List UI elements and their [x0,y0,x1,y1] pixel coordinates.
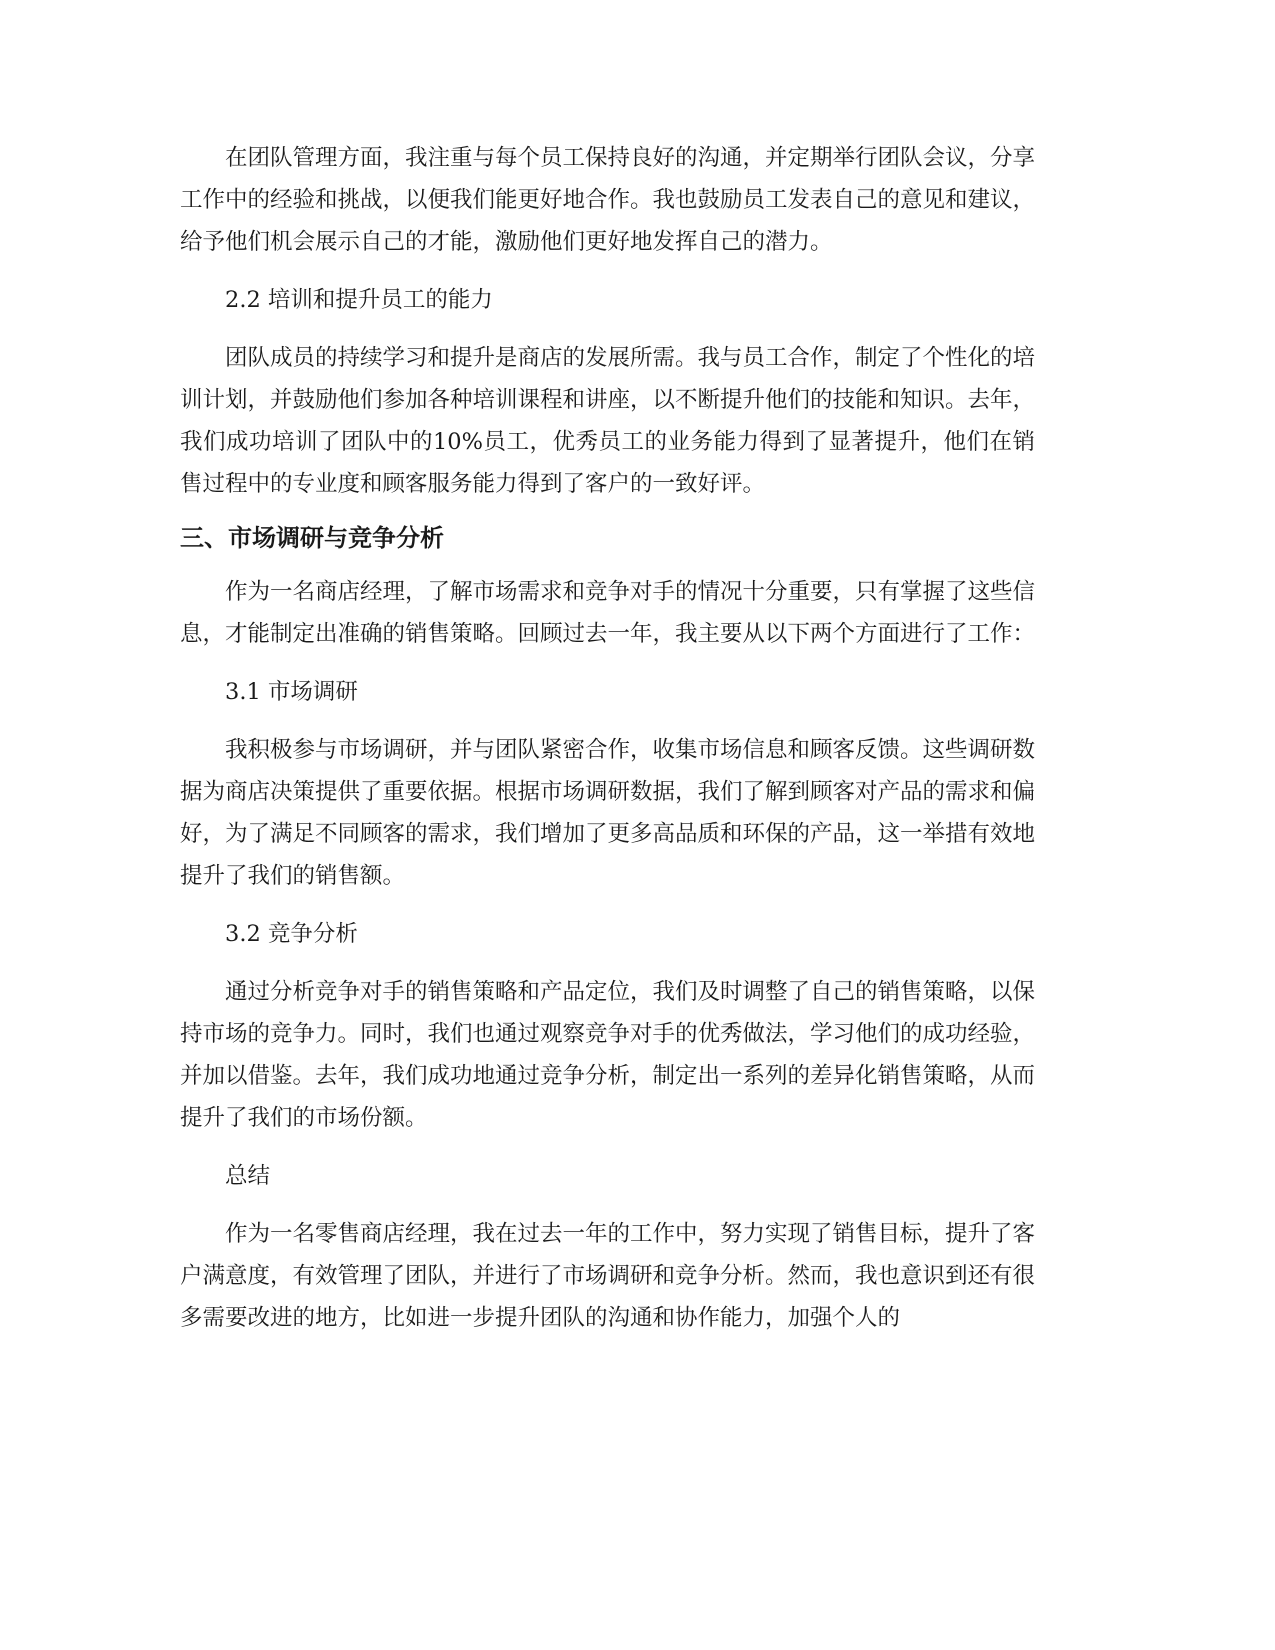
paragraph-market-research: 我积极参与市场调研，并与团队紧密合作，收集市场信息和顾客反馈。这些调研数据为商店决策提供了重要依据。根据市场调研数据，我们了解到顾客对产品的需求和偏好，为了满足不同顾客的需求，我们增加了更多高品质和环保的产品，这一举措有效地提升了我们的销售额。 [180,737,1036,889]
paragraph-team-management: 在团队管理方面，我注重与每个员工保持良好的沟通，并定期举行团队会议，分享工作中的经验和挑战，以便我们能更好地合作。我也鼓励员工发表自己的意见和建议，给予他们机会展示自己的才能，激励他们更好地发挥自己的潜力。 [180,145,1036,255]
subheading-summary: 总结 [225,1163,271,1189]
subheading-3-1: 3.1 市场调研 [225,679,358,705]
section-heading-3: 三、市场调研与竞争分析 [180,524,444,552]
document-page [180,137,1035,1339]
paragraph-competition: 通过分析竞争对手的销售策略和产品定位，我们及时调整了自己的销售策略，以保持市场的竞争力。同时，我们也通过观察竞争对手的优秀做法，学习他们的成功经验，并加以借鉴。去年，我们成功地通过竞争分析，制定出一系列的差异化销售策略，从而提升了我们的市场份额。 [180,979,1036,1131]
paragraph-market-intro: 作为一名商店经理，了解市场需求和竞争对手的情况十分重要，只有掌握了这些信息，才能制定出准确的销售策略。回顾过去一年，我主要从以下两个方面进行了工作： [180,579,1036,647]
paragraph-training: 团队成员的持续学习和提升是商店的发展所需。我与员工合作，制定了个性化的培训计划，并鼓励他们参加各种培训课程和讲座，以不断提升他们的技能和知识。去年，我们成功培训了团队中的10%员工，优秀员工的业务能力得到了显著提升，他们在销售过程中的专业度和顾客服务能力得到了客户的一致好评。 [180,345,1036,497]
paragraph-summary: 作为一名零售商店经理，我在过去一年的工作中，努力实现了销售目标，提升了客户满意度，有效管理了团队，并进行了市场调研和竞争分析。然而，我也意识到还有很多需要改进的地方，比如进一步提升团队的沟通和协作能力，加强个人的 [180,1221,1036,1331]
subheading-2-2: 2.2 培训和提升员工的能力 [225,287,493,313]
subheading-3-2: 3.2 竞争分析 [225,921,358,947]
